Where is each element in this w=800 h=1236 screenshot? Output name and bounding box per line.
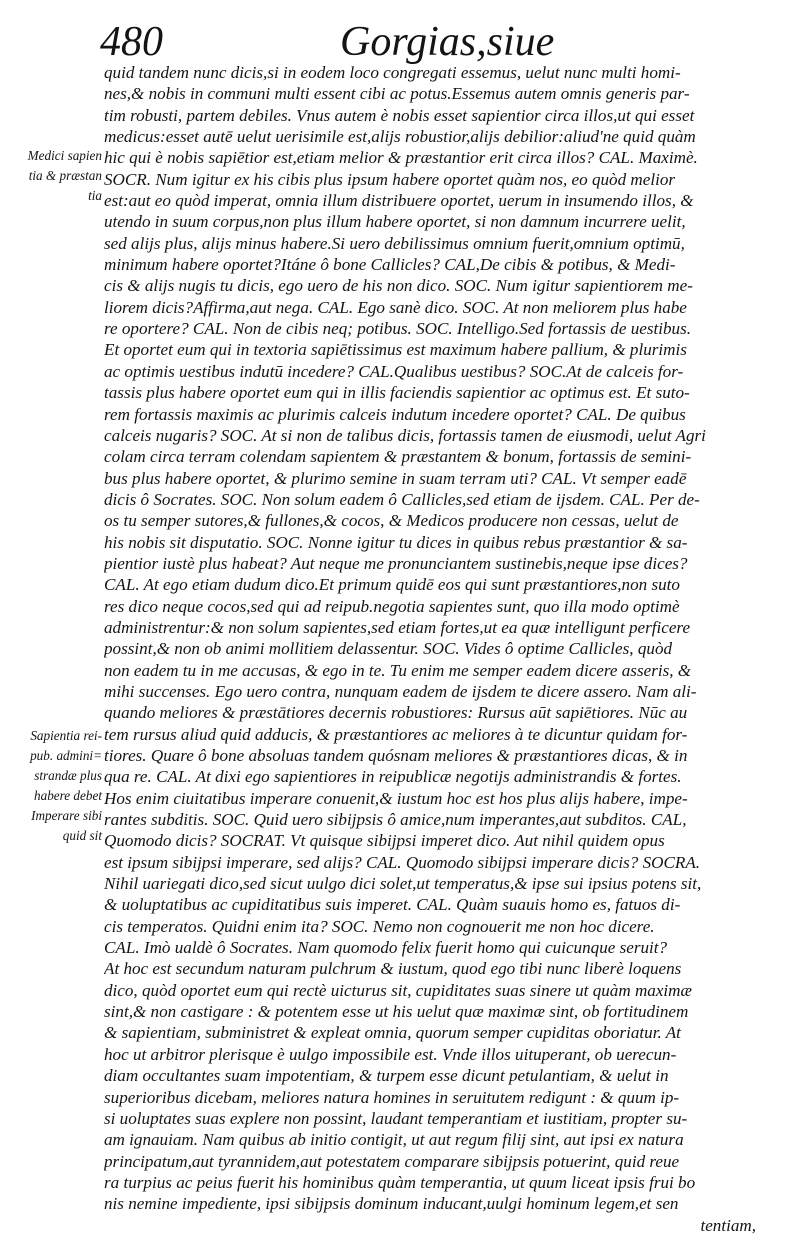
text-line: nis nemine impediente, ipsi sibijpsis dominum inducant,uulgi hominum legem,et sen — [104, 1194, 679, 1214]
text-line: tem rursus aliud quid adducis, & præstantiores ac meliores à te dicuntur quidam for- — [104, 724, 688, 744]
text-line: quid tandem nunc dicis,si in eodem loco congregati essemus, uelut nunc multi homi- — [104, 63, 681, 82]
text-line: est ipsum sibijpsi imperare, sed alijs? CAL. Quomodo sibijpsi imperare dicis? SOCRA. — [104, 852, 701, 872]
page-header — [100, 18, 760, 68]
text-line: superioribus dicebam, meliores natura homines in seruitutem redigunt : & quum ip- — [104, 1087, 680, 1107]
text-line: administrentur:& non solum sapientes,sed etiam fortes,ut ea quæ intelligunt perficere — [104, 617, 691, 637]
text-line: medicus:esset autē uelut uerisimile est,alijs robustior,alijs debilior:aliud'ne quid quàm — [104, 127, 696, 147]
text-line: cis temperatos. Quidni enim ita? SOC. Nemo non cognouerit me non hoc dicere. — [104, 916, 655, 936]
text-line: & sapientiam, subministret & expleat omnia, quorum semper cupiditas oboriatur. At — [104, 1023, 681, 1043]
text-line: utendo in suum corpus,non plus illum habere oportet, si non damnum incurrere uelit, — [104, 212, 686, 232]
text-line: mihi succenses. Ego uero contra, nunquam eadem de ijsdem te dicere assero. Nam ali- — [104, 681, 697, 701]
text-line: CAL. At ego etiam dudum dico.Et primum quidē eos qui sunt præstantiores,non suto — [104, 575, 680, 595]
text-line: pientior iustè plus habeat? Aut neque me pronunciantem sustinebis,neque ipse dices? — [104, 553, 688, 573]
text-line: diam occultantes suam impotentiam, & turpem esse dicunt petulantiam, & uelut in — [104, 1066, 669, 1086]
text-line: nes,& nobis in communi multi essent cibi ac potus.Essemus autem omnis generis par- — [104, 84, 690, 104]
margin-note-sapientia — [6, 726, 102, 846]
text-line: liorem dicis?Affirma,aut nega. CAL. Ego sanè dico. SOC. At non meliorem plus habe — [104, 297, 687, 317]
running-title: Gorgias,siue — [340, 19, 555, 65]
text-line: principatum,aut tyrannidem,aut potestatem comparare sibijpsis potuerint, quid reue — [104, 1151, 680, 1171]
text-line: Quomodo dicis? SOCRAT. Vt quisque sibijpsi imperet dico. Aut nihil quidem opus — [104, 831, 665, 851]
text-line: colam circa terram colendam sapientem & præstantem & bonum, fortassis de semini- — [104, 447, 692, 467]
margin-note-line: tia & præstan — [28, 168, 102, 183]
margin-note-line: pub. admini= — [30, 748, 102, 763]
text-line: calceis nugaris? SOC. At si non de talibus dicis, fortassis tamen de eiusmodi, uelut Agri — [104, 425, 706, 445]
text-line: bus plus habere oportet, & plurimo semine in suam terram uti? CAL. Vt semper eadē — [104, 468, 687, 488]
text-line: SOCR. Num igitur ex his cibis plus ipsum habere oportet quàm nos, eo quòd melior — [104, 169, 676, 189]
text-line: est:aut eo quòd imperat, omnia illum distribuere oportet, uerum in insumendo illos, & — [104, 191, 694, 211]
text-line: quando meliores & præstātiores decernis robustiores: Rursus aūt sapiētiores. Nūc au — [104, 703, 688, 723]
text-line: dico, quòd oportet eum qui rectè uicturus sit, cupiditates suas sinere ut quàm maximæ — [104, 980, 692, 1000]
text-line: non eadem tu in me accusas, & ego in te. Tu enim me semper eadem dicere asseris, & — [104, 660, 692, 680]
page-number: 480 — [100, 19, 163, 65]
margin-note-line: quid sit — [62, 828, 102, 843]
text-line: cis & alijs nugis tu dicis, ego uero de his non dico. SOC. Num igitur sapientiorem me- — [104, 276, 693, 296]
text-line: Et oportet eum qui in textoria sapiētissimus est maximum habere pallium, & plurimis — [104, 340, 687, 360]
text-line: dicis ô Socrates. SOC. Non solum eadem ô Callicles,sed etiam de ijsdem. CAL. Per de- — [104, 489, 700, 509]
text-line: ra turpius ac peius fuerit his hominibus quàm temperantia, ut quum liceat ipsis frui bo — [104, 1172, 696, 1192]
text-line: CAL. Imò ualdè ô Socrates. Nam quomodo felix fuerit homo qui cuicunque seruit? — [104, 938, 668, 958]
text-line: tassis plus habere oportet eum qui in illis faciendis sapientior ac optimus est. Et suto- — [104, 383, 690, 403]
text-line: rem fortassis maximis ac plurimis calceis indutum incedere oportet? CAL. De quibus — [104, 404, 686, 424]
margin-note-line: habere debet — [34, 788, 102, 803]
margin-note-line: Imperare sibi — [31, 808, 102, 823]
margin-note-line: strandæ plus — [34, 768, 102, 783]
text-line: sint,& non castigare : & potentem esse ut his uelut quæ maximæ sint, ob fortitudinem — [104, 1002, 689, 1022]
text-line: At hoc est secundum naturam pulchrum & iustum, quod ego tibi nunc liberè loquens — [104, 959, 682, 979]
main-text-block — [104, 62, 796, 1236]
text-line: os tu semper sutores,& fullones,& cocos, & Medicos producere non cessas, uelut de — [104, 511, 679, 531]
text-line: minimum habere oportet?Itáne ô bone Callicles? CAL,De cibis & potibus, & Medi- — [104, 255, 676, 275]
text-line: his nobis sit disputatio. SOC. Nonne igitur tu dices in quibus rebus præstantior & sa- — [104, 532, 688, 552]
text-line: tentiam, — [700, 1215, 756, 1235]
margin-note-line: Sapientia rei- — [30, 728, 102, 743]
text-line: qua re. CAL. At dixi ego sapientiores in reipublicæ negotijs administrandis & fortes. — [104, 767, 682, 787]
text-line: am ignauiam. Nam quibus ab initio contigit, ut aut regum filij sint, aut ipsi ex natura — [104, 1130, 684, 1150]
text-line: hic qui è nobis sapiētior est,etiam melior & præstantior erit circa illos? CAL. Maximè. — [104, 148, 698, 168]
text-line: sed alijs plus, alijs minus habere.Si uero debilissimus omnium fuerit,omnium optimū, — [104, 233, 685, 253]
text-line: rantes subditis. SOC. Quid uero sibijpsis ô amice,num imperantes,aut subditos. CAL, — [104, 810, 687, 830]
margin-note-line: Medici sapien — [27, 148, 102, 163]
text-line: & uoluptatibus ac cupiditatibus suis imperet. CAL. Quàm suauis homo es, fatuos di- — [104, 895, 681, 915]
text-line: hoc ut arbitror plerisque è uulgo impossibile est. Vnde illos uituperant, ob uerecun- — [104, 1044, 677, 1064]
text-line: tiores. Quare ô bone absoluas tandem quósnam meliores & præstantiores dicas, & in — [104, 746, 688, 765]
margin-note-line: tia — [88, 188, 102, 203]
text-line: si uoluptates suas explere non possint, laudant temperantiam et iustitiam, propter su- — [104, 1108, 688, 1128]
text-line: re oportere? CAL. Non de cibis neq; potibus. SOC. Intelligo.Sed fortassis de uestibus. — [104, 319, 692, 339]
text-line: ac optimis uestibus indutū incedere? CAL.Qualibus uestibus? SOC.At de calceis for- — [104, 361, 684, 381]
text-line: tim robusti, partem debiles. Vnus autem è nobis esset sapientior circa illos,ut qui esset — [104, 105, 695, 125]
text-line: possint,& non ob animi mollitiem delassentur. SOC. Vides ô optime Callicles, quòd — [104, 639, 673, 659]
text-line: res dico neque cocos,sed qui ad reipub.negotia sapientes sunt, quo illa modo optimè — [104, 596, 680, 616]
text-line: Hos enim ciuitatibus imperare conuenit,& iustum hoc est hos plus alijs habere, impe- — [104, 788, 688, 808]
text-line: Nihil uariegati dico,sed sicut uulgo dici solet,ut temperatus,& ipse sui ipsius potens sit, — [104, 874, 702, 894]
margin-note-medici — [6, 146, 102, 206]
